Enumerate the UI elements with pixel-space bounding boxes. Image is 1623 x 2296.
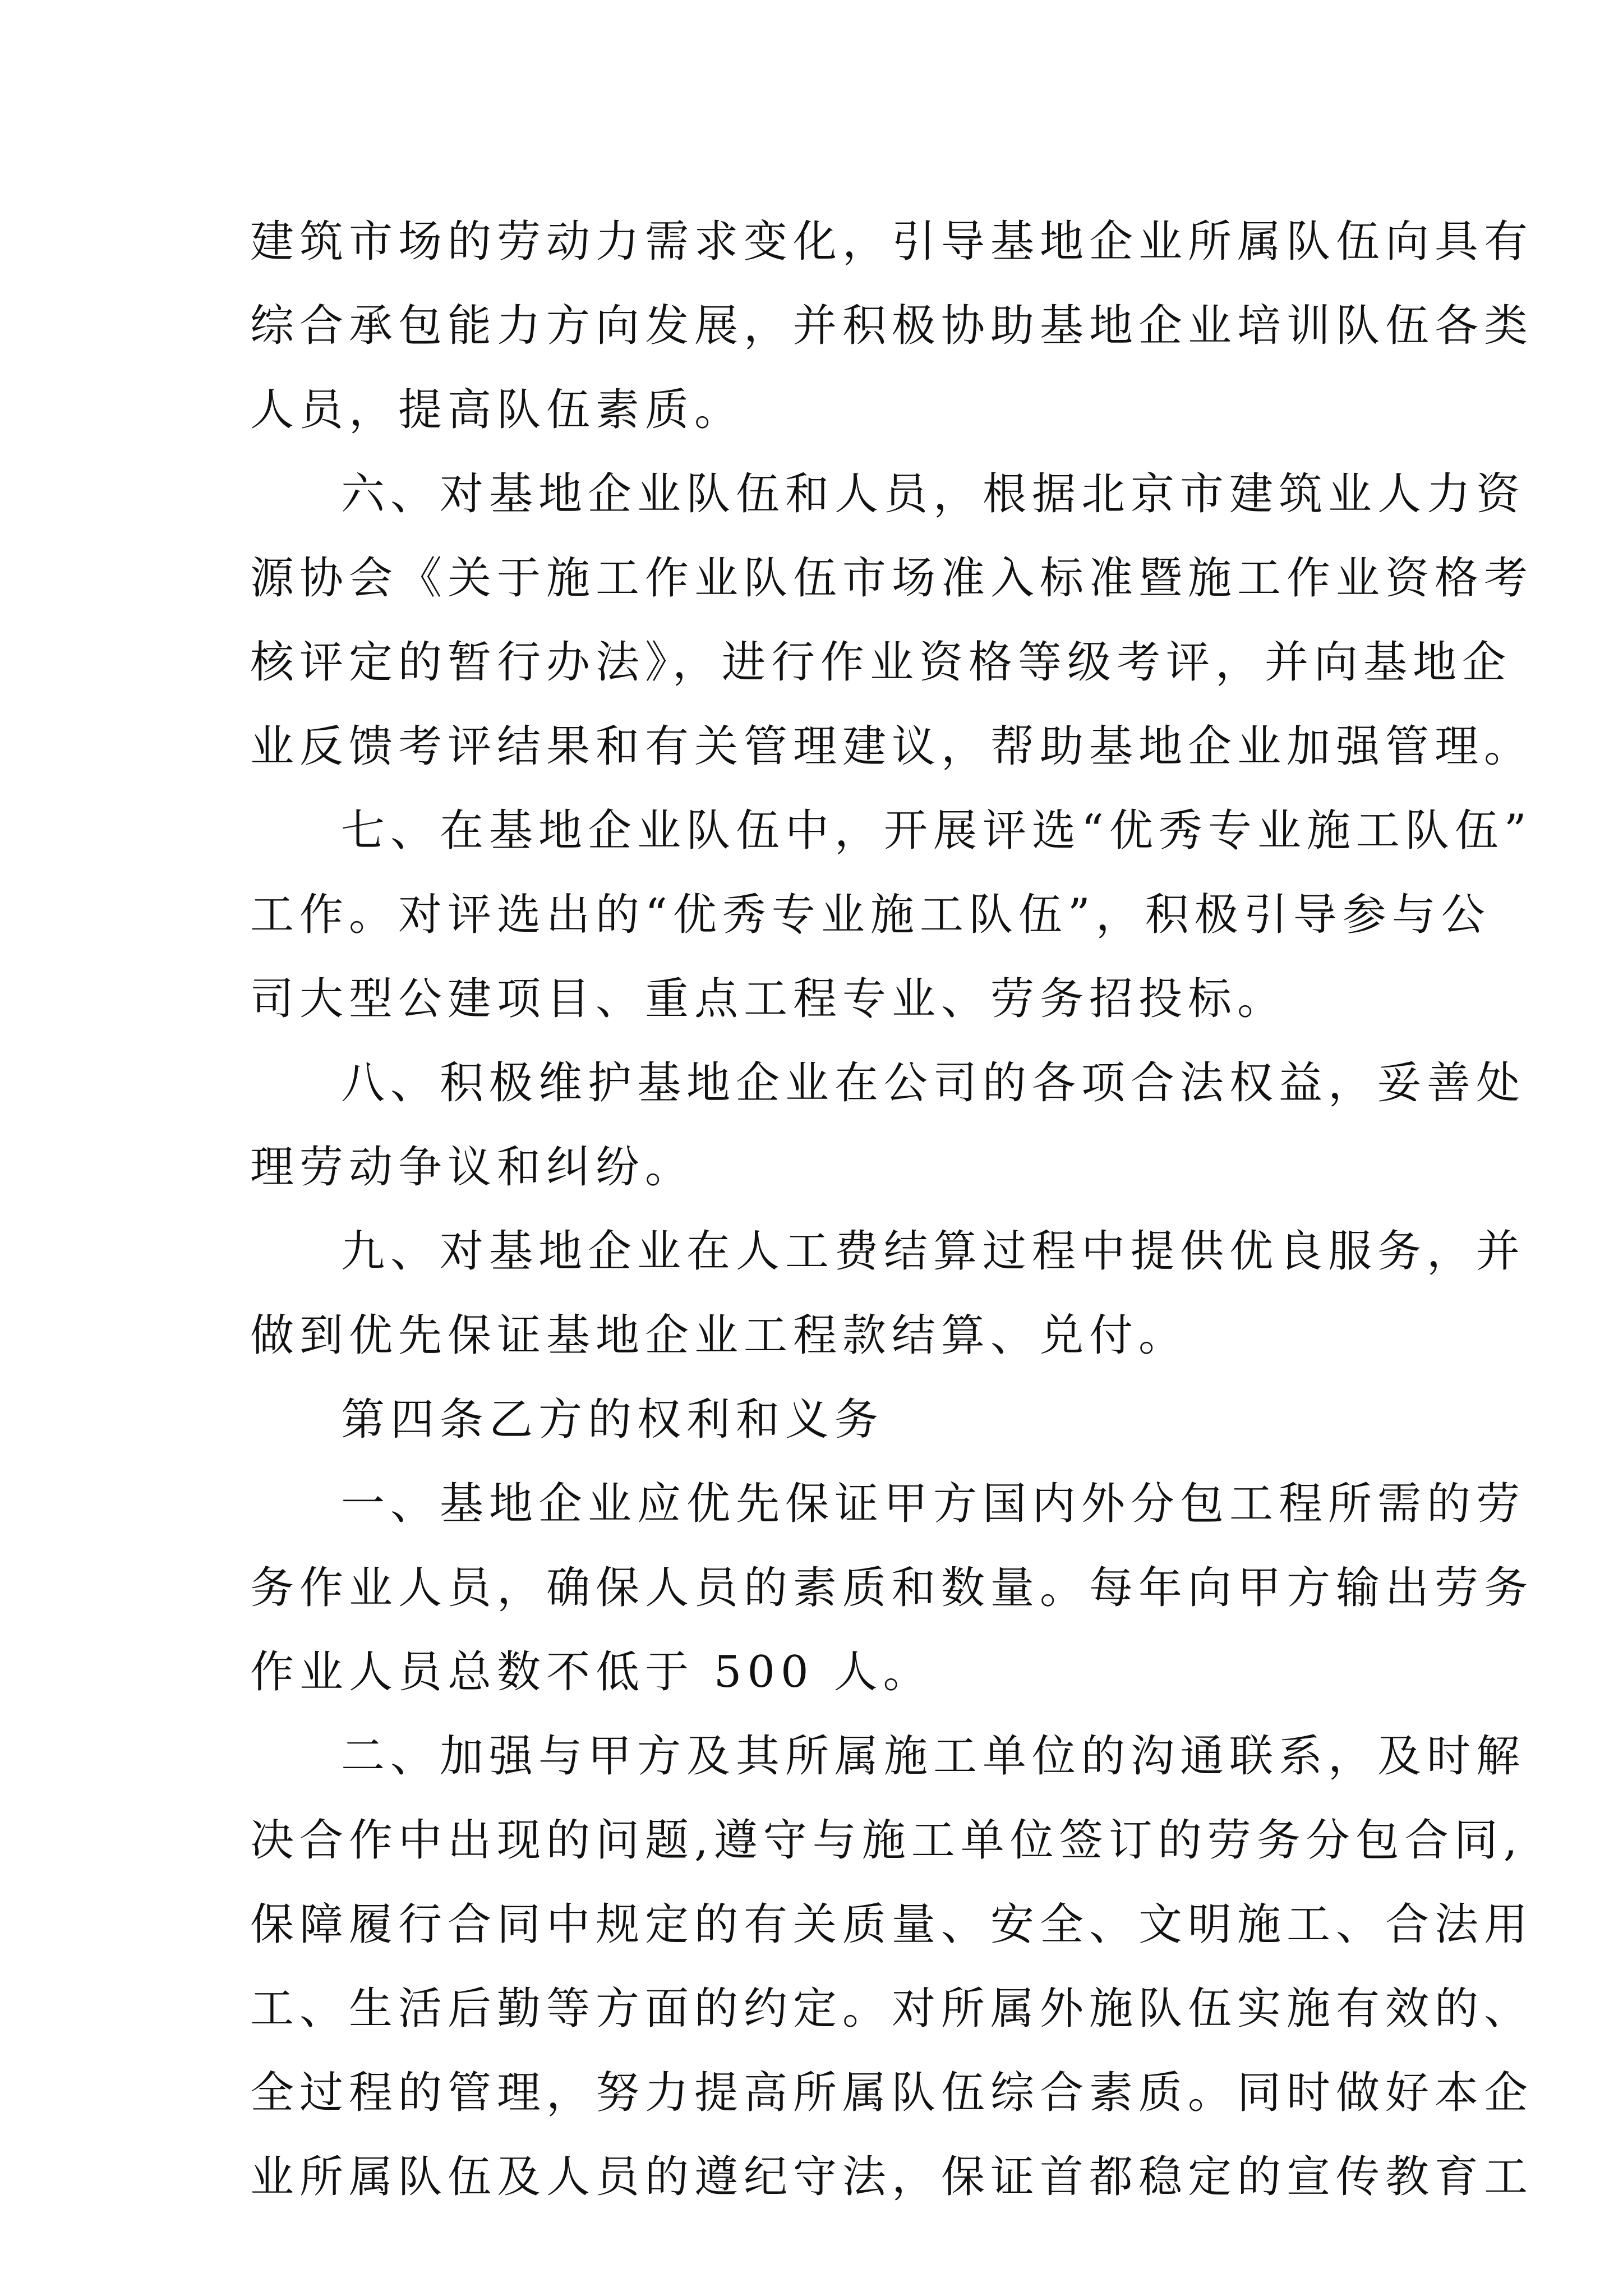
- document-body: [250, 200, 1534, 2219]
- text-line: 业所属队伍及人员的遵纪守法，保证首都稳定的宣传教育工: [250, 2152, 1534, 2202]
- text-line: 工、生活后勤等方面的约定。对所属外施队伍实施有效的、: [250, 1984, 1534, 2034]
- text-line: 保障履行合同中规定的有关质量、安全、文明施工、合法用: [250, 1899, 1534, 1950]
- paragraph-first-line: 九、对基地企业在人工费结算过程中提供优良服务，并: [341, 1226, 1526, 1277]
- text-line: 源协会《关于施工作业队伍市场准入标准暨施工作业资格考: [250, 553, 1534, 604]
- text-line: 决合作中出现的问题,遵守与施工单位签订的劳务分包合同,: [250, 1815, 1523, 1866]
- paragraph-first-line: 六、对基地企业队伍和人员，根据北京市建筑业人力资: [341, 469, 1526, 519]
- section-heading: 第四条乙方的权利和义务: [341, 1395, 884, 1445]
- text-line: 核评定的暂行办法》，进行作业资格等级考评，并向基地企: [250, 637, 1512, 688]
- paragraph-first-line: 八、积极维护基地企业在公司的各项合法权益，妥善处: [341, 1058, 1526, 1108]
- text-line: 工作。对评选出的“优秀专业施工队伍”，积极引导参与公: [250, 890, 1491, 940]
- text-line: 司大型公建项目、重点工程专业、劳务招投标。: [250, 974, 1287, 1024]
- paragraph-first-line: 二、加强与甲方及其所属施工单位的沟通联系，及时解: [341, 1731, 1526, 1782]
- paragraph-first-line: 七、在基地企业队伍中，开展评选“优秀专业施工队伍”: [341, 806, 1532, 856]
- text-line: 业反馈考评结果和有关管理建议，帮助基地企业加强管理。: [250, 721, 1534, 772]
- text-line: 作业人员总数不低于 500 人。: [250, 1647, 933, 1697]
- text-line: 建筑市场的劳动力需求变化，引导基地企业所属队伍向具有: [250, 217, 1534, 267]
- text-line: 务作业人员，确保人员的素质和数量。每年向甲方输出劳务: [250, 1563, 1534, 1613]
- text-line: 综合承包能力方向发展，并积极协助基地企业培训队伍各类: [250, 301, 1534, 351]
- text-line: 做到优先保证基地企业工程款结算、兑付。: [250, 1310, 1188, 1361]
- paragraph-first-line: 一、基地企业应优先保证甲方国内外分包工程所需的劳: [341, 1479, 1526, 1529]
- text-line: 人员，提高队伍素质。: [250, 385, 744, 435]
- text-line: 理劳动争议和纠纷。: [250, 1142, 695, 1193]
- text-line: 全过程的管理，努力提高所属队伍综合素质。同时做好本企: [250, 2068, 1534, 2118]
